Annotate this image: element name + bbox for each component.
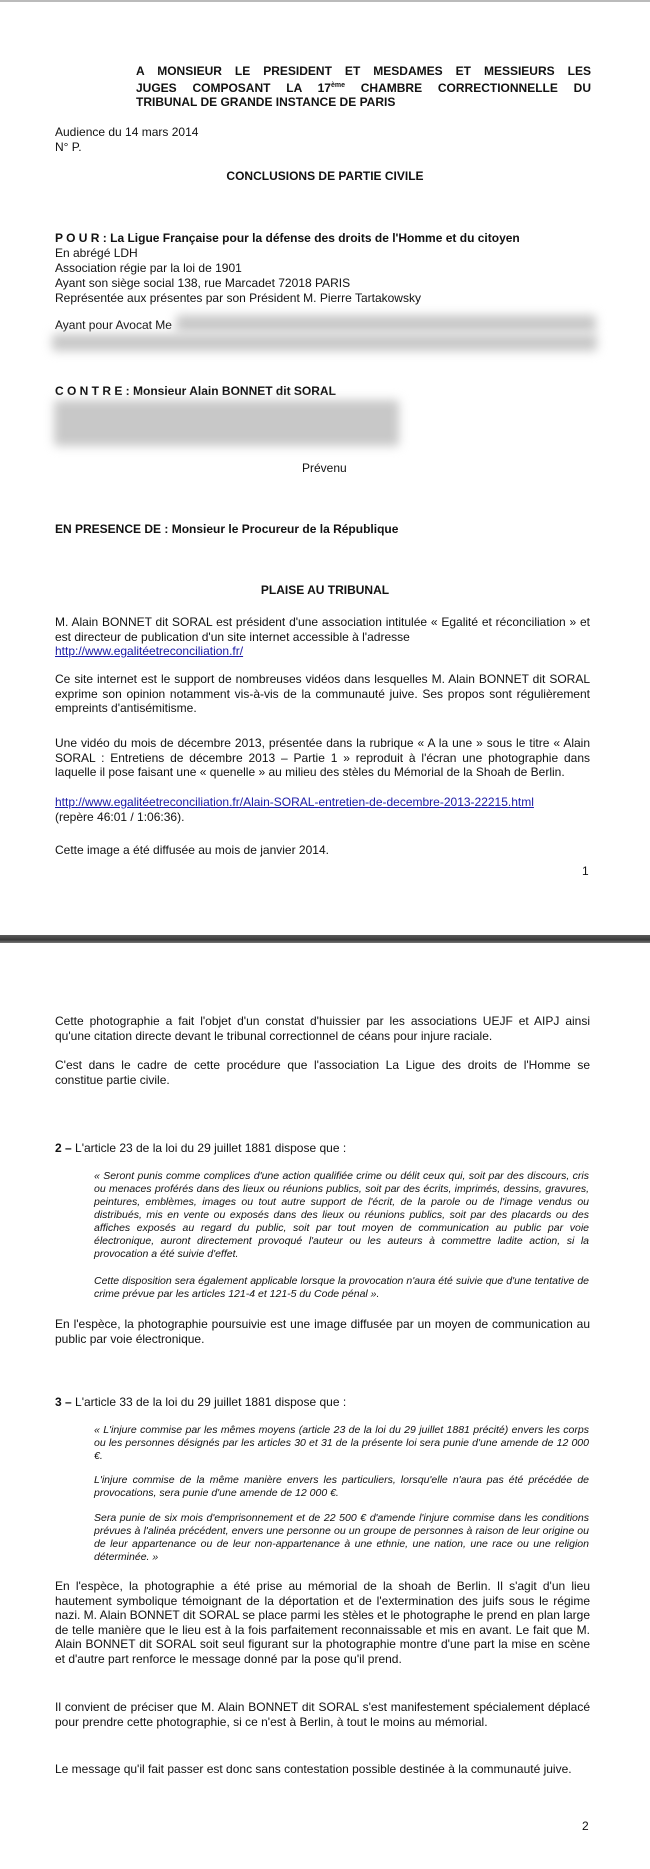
pour-heading <box>55 231 520 246</box>
header-superscript: ème <box>330 81 345 89</box>
header-line-2 <box>136 79 591 96</box>
contre-label: C O N T R E : <box>55 384 130 398</box>
paragraph-4: Cette image a été diffusée au mois de janvier 2014. <box>55 843 329 857</box>
case-number: N° P. <box>55 140 82 154</box>
pour-party-name: La Ligue Française pour la défense des droits de l'Homme et du citoyen <box>106 231 520 245</box>
quote-article-33-1: « L'injure commise par les mêmes moyens (article 23 de la loi du 29 juillet 1881 précité) envers les corps ou les personnes désignés par les articles 30 et 31 de la présente loi sera punie d'une amende de 12 000 €. <box>94 1424 589 1462</box>
site-link[interactable]: http://www.egalitéetreconciliation.fr/ <box>55 644 244 658</box>
header-line-2a: JUGES COMPOSANT LA 17 <box>136 80 331 95</box>
plaise-au-tribunal: PLAISE AU TRIBUNAL <box>260 583 390 597</box>
p2-paragraph-5: Il convient de préciser que M. Alain BONNET dit SORAL s'est manifestement spécialement déplacé pour prendre cette photographie, si ce n'est à Berlin, à tout le moins au mémorial. <box>55 1700 590 1729</box>
article-33-number: 3 – <box>55 1395 72 1409</box>
redacted-defendant-address <box>54 400 399 446</box>
pour-label: P O U R : <box>55 231 107 245</box>
article-33-heading <box>55 1395 346 1410</box>
presence-label: EN PRESENCE DE : <box>55 522 169 536</box>
pour-line-2: Association régie par la loi de 1901 <box>55 261 242 275</box>
p2-paragraph-6: Le message qu'il fait passer est donc sans contestation possible destinée à la communauté juive. <box>55 1762 572 1776</box>
quote-article-33-2: L'injure commise de la même manière envers les particuliers, lorsqu'elle n'aura pas été précédée de provocations, sera punie d'une amende de 12 000 €. <box>94 1474 589 1499</box>
article-23-heading <box>55 1141 346 1156</box>
redacted-avocat <box>176 315 596 332</box>
presence-heading <box>55 522 398 537</box>
p2-paragraph-2: C'est dans le cadre de cette procédure que l'association La Ligue des droits de l'Homme se constitue partie civile. <box>55 1058 590 1087</box>
redacted-avocat-address <box>52 334 597 351</box>
prevenu-label: Prévenu <box>302 461 347 475</box>
quote-article-33-3: Sera punie de six mois d'emprisonnement et de 22 500 € d'amende l'injure commise dans les conditions prévues à l'alinéa précédent, envers une personne ou un groupe de personnes à raison de leur origine ou de leur appartenance ou de leur non-appartenance à une ethnie, une nation, une race ou une religion déterminée. » <box>94 1512 589 1563</box>
audience-date: Audience du 14 mars 2014 <box>55 125 199 139</box>
document-title: CONCLUSIONS DE PARTIE CIVILE <box>226 169 424 183</box>
page-number-1: 1 <box>582 864 589 878</box>
repere-text: (repère 46:01 / 1:06:36). <box>55 810 185 824</box>
article-33-text: L'article 33 de la loi du 29 juillet 1881 dispose que : <box>71 1395 347 1409</box>
header-line-1: A MONSIEUR LE PRESIDENT ET MESDAMES ET MESSIEURS LES <box>136 64 591 78</box>
quote-article-23: « Seront punis comme complices d'une action qualifiée crime ou délit ceux qui, soit par des discours, cris ou menaces proférés dans des lieux ou réunions publics, soit par des écrits, imprimés, dessins, gravures, peintures, emblèmes, images ou tout autre support de l'écrit, de la parole ou de l'image vendus ou distribués, mis en vente ou exposés dans des lieux ou réunions publics, soit par des placards ou des affiches exposés au regard du public, soit par tout moyen de communication au public par voie électronique, auront directement provoqué l'auteur ou les auteurs à commettre ladite action, si la provocation a été suivie d'effet. <box>94 1170 589 1260</box>
pour-line-1: En abrégé LDH <box>55 246 138 260</box>
article-23-text: L'article 23 de la loi du 29 juillet 1881 dispose que : <box>71 1141 347 1155</box>
article-23-number: 2 – <box>55 1141 72 1155</box>
p2-paragraph-1: Cette photographie a fait l'objet d'un constat d'huissier par les associations UEJF et AIPJ ainsi qu'une citation directe devant le tribunal correctionnel de céans pour injure raciale. <box>55 1014 590 1043</box>
page-number-2: 2 <box>582 1819 589 1833</box>
paragraph-1: M. Alain BONNET dit SORAL est président d'une association intitulée « Egalité et réconciliation » et est directeur de publication d'un site internet accessible à l'adresse <box>55 615 590 644</box>
contre-heading <box>55 384 336 399</box>
pour-line-3: Ayant son siège social 138, rue Marcadet 72018 PARIS <box>55 276 351 290</box>
p2-paragraph-4: En l'espèce, la photographie a été prise au mémorial de la shoah de Berlin. Il s'agit d'un lieu hautement symbolique témoignant de la déportation et de l'extermination des juifs sous le régime nazi. M. Alain BONNET dit SORAL se place parmi les stèles et le photographe le prend en plan large de telle manière que le lieu est à la fois parfaitement reconnaissable et mis en avant. Le fait que M. Alain BONNET dit SORAL soit seul figurant sur la photographie montre d'une part la mise en scène et d'autre part renforce le message donné par la pose qu'il prend. <box>55 1579 590 1666</box>
paragraph-2: Ce site internet est le support de nombreuses vidéos dans lesquelles M. Alain BONNET dit SORAL exprime son opinion notamment vis-à-vis de la communauté juive. Ses propos sont régulièrement empreints d'antisémitisme. <box>55 672 590 715</box>
video-link[interactable]: http://www.egalitéetreconciliation.fr/Alain-SORAL-entretien-de-decembre-2013-22215.html <box>55 795 534 809</box>
p2-paragraph-3: En l'espèce, la photographie poursuivie est une image diffusée par un moyen de communication au public par voie électronique. <box>55 1317 590 1346</box>
contre-party-name: Monsieur Alain BONNET dit SORAL <box>129 384 336 398</box>
avocat-label: Ayant pour Avocat Me <box>55 318 172 332</box>
pour-line-4: Représentée aux présentes par son Président M. Pierre Tartakowsky <box>55 291 421 305</box>
page-2 <box>0 948 650 1869</box>
presence-name: Monsieur le Procureur de la République <box>168 522 399 536</box>
quote-article-23-second: Cette disposition sera également applicable lorsque la provocation n'aura été suivie que d'une tentative de crime prévue par les articles 121-4 et 121-5 du Code pénal ». <box>94 1275 589 1300</box>
paragraph-3: Une vidéo du mois de décembre 2013, présentée dans la rubrique « A la une » sous le titre « Alain SORAL : Entretiens de décembre 2013 – Partie 1 » reproduit à l'écran une photographie dans laquelle il pose faisant une « quenelle » au milieu des stèles du Mémorial de la Shoah de Berlin. <box>55 736 590 779</box>
page-separator <box>0 935 650 943</box>
header-addressee <box>136 64 591 110</box>
header-line-2b: CHAMBRE CORRECTIONNELLE DU <box>344 80 591 95</box>
header-line-3: TRIBUNAL DE GRANDE INSTANCE DE PARIS <box>136 95 396 109</box>
